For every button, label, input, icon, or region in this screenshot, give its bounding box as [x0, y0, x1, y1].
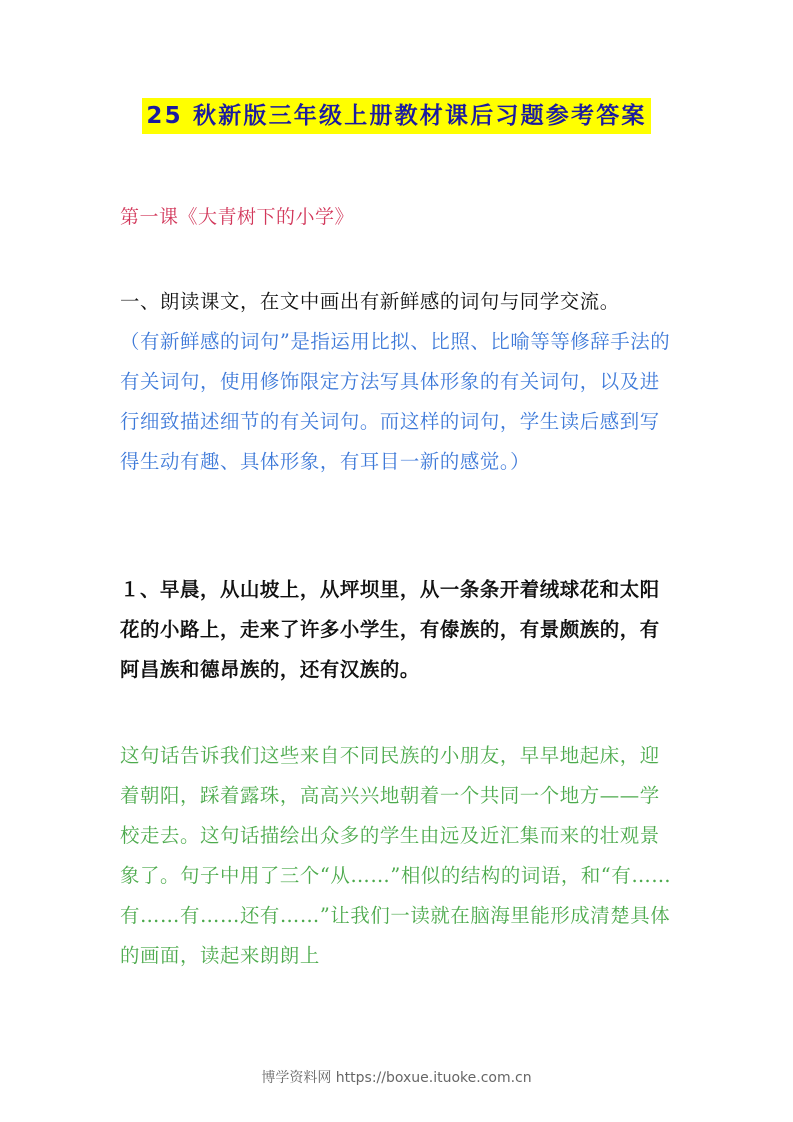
title-container	[0, 98, 793, 134]
lesson-heading: 第一课《大青树下的小学》	[120, 206, 355, 228]
document-title: 25 秋新版三年级上册教材课后习题参考答案	[142, 98, 650, 134]
question-1: 一、朗读课文，在文中画出有新鲜感的词句与同学交流。	[120, 290, 620, 313]
sentence-analysis: 这句话告诉我们这些来自不同民族的小朋友，早早地起床，迎着朝阳，踩着露珠，高高兴兴地朝着一个共同一个地方——学校走去。这句话描绘出众多的学生由远及近汇集而来的壮观景象了。句子中用了三个“从……”相似的结构的词语，和“有……有……有……还有……”让我们一读就在脑海里能形成清楚具体的画面，读起来朗朗上	[120, 744, 672, 967]
footer-watermark: 博学资料网 https://boxue.ituoke.com.cn	[261, 1070, 532, 1086]
example-sentence: １、早晨，从山坡上，从坪坝里，从一条条开着绒球花和太阳花的小路上，走来了许多小学生，有傣族的，有景颇族的，有阿昌族和德昂族的，还有汉族的。	[120, 578, 660, 681]
question-1-note: （有新鲜感的词句”是指运用比拟、比照、比喻等等修辞手法的有关词句，使用修饰限定方法写具体形象的有关词句，以及进行细致描述细节的有关词句。而这样的词句，学生读后感到写得生动有趣、具体形象，有耳目一新的感觉。）	[120, 330, 671, 473]
